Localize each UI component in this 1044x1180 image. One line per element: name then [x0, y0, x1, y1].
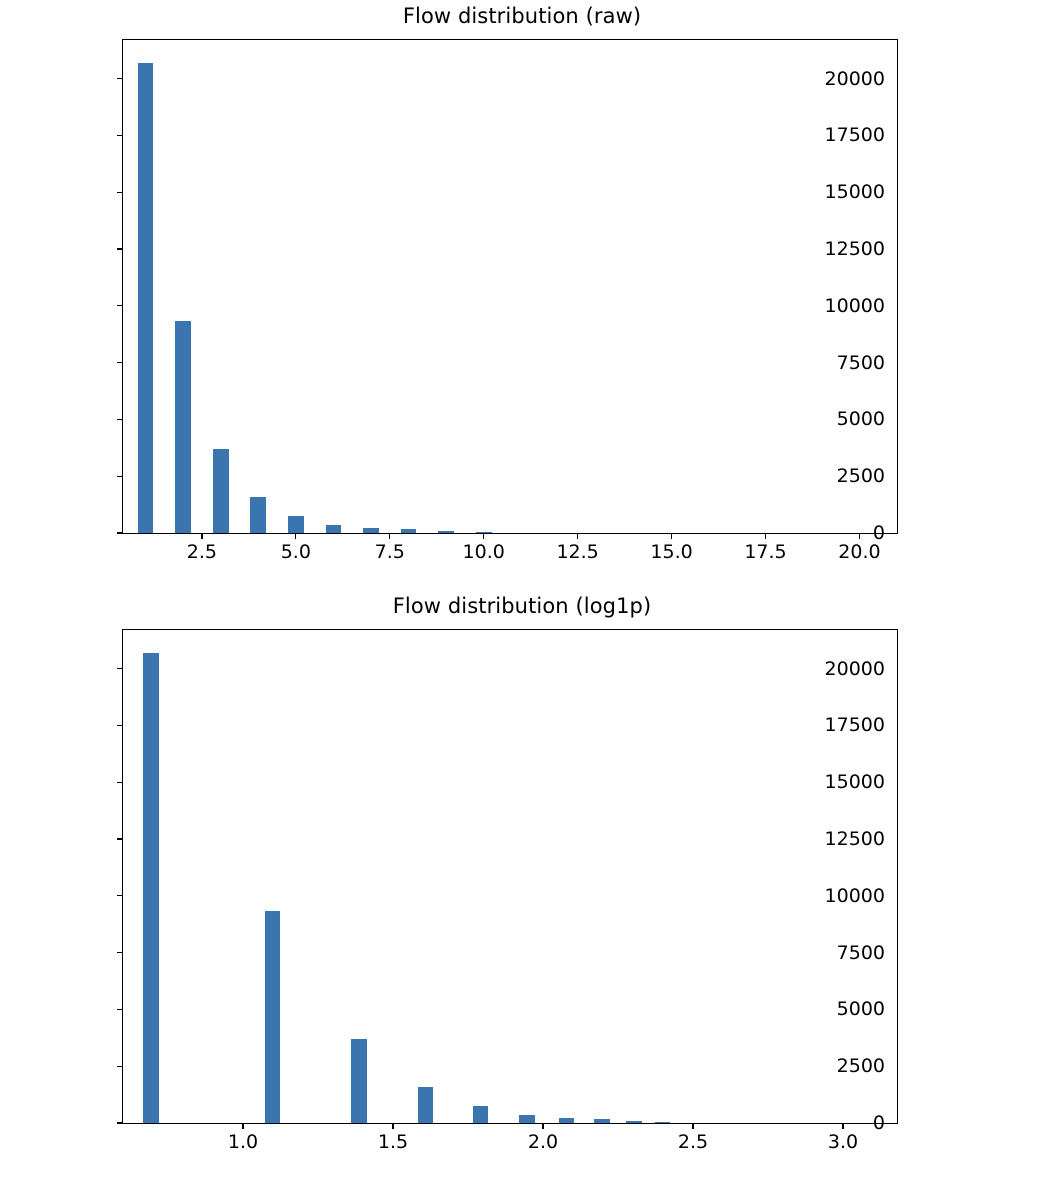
x-tick-mark	[765, 533, 766, 539]
x-tick-label: 2.5	[677, 1131, 709, 1153]
x-tick-mark	[577, 533, 578, 539]
bar	[519, 1115, 535, 1123]
y-tick-label: 2500	[836, 1055, 885, 1078]
bar	[476, 532, 492, 533]
plot-axes-raw	[122, 39, 898, 563]
x-tick-label: 5.0	[280, 541, 311, 563]
bar	[288, 516, 304, 533]
x-tick-label: 3.0	[827, 1131, 859, 1153]
plot-area-log	[123, 630, 897, 1123]
y-tick-label: 17500	[824, 124, 885, 147]
y-tick-label: 7500	[836, 351, 885, 374]
y-tick-label: 10000	[824, 884, 885, 907]
bar	[626, 1121, 642, 1123]
bar	[175, 321, 191, 533]
x-tick-label: 7.5	[374, 541, 405, 563]
x-tick-mark	[542, 1123, 543, 1129]
x-tick-mark	[392, 1123, 393, 1129]
x-tick-mark	[842, 1123, 843, 1129]
y-tick-label: 15000	[824, 181, 885, 204]
bar	[250, 497, 266, 533]
x-tick-label: 2.0	[527, 1131, 559, 1153]
bar	[363, 528, 379, 533]
bar	[594, 1119, 610, 1123]
bar	[326, 525, 342, 533]
bar	[143, 653, 159, 1123]
y-tick-label: 17500	[824, 714, 885, 737]
x-tick-label: 17.5	[744, 541, 787, 563]
bar	[559, 1118, 575, 1123]
y-tick-label: 2500	[836, 465, 885, 488]
x-tick-label: 12.5	[556, 541, 599, 563]
x-tick-label: 1.0	[227, 1131, 259, 1153]
y-tick-label: 12500	[824, 238, 885, 260]
chart-title-raw: Flow distribution (raw)	[402, 4, 642, 28]
bar	[213, 449, 229, 534]
chart-title-log: Flow distribution (log1p)	[392, 594, 652, 618]
bar	[438, 531, 454, 533]
bar	[265, 911, 281, 1123]
y-tick-label: 5000	[836, 998, 885, 1021]
y-tick-label: 0	[872, 522, 885, 544]
x-tick-mark	[295, 533, 296, 539]
plot-axes-log	[122, 629, 898, 1153]
y-tick-label: 12500	[824, 828, 885, 850]
y-tick-label: 5000	[836, 408, 885, 431]
x-tick-label: 2.5	[186, 541, 217, 563]
x-tick-mark	[483, 533, 484, 539]
x-tick-label: 1.5	[377, 1131, 409, 1153]
x-tick-mark	[242, 1123, 243, 1129]
y-tick-label: 20000	[824, 657, 885, 680]
chart-panel-log	[0, 590, 1044, 1180]
x-tick-label: 15.0	[650, 541, 693, 563]
bar	[473, 1106, 489, 1123]
y-tick-label: 15000	[824, 771, 885, 794]
y-tick-label: 20000	[824, 67, 885, 90]
plot-area-raw	[123, 40, 897, 533]
x-tick-mark	[859, 533, 860, 539]
bar	[351, 1039, 367, 1124]
x-tick-label: 10.0	[462, 541, 505, 563]
bar	[418, 1087, 434, 1123]
bar	[138, 63, 154, 533]
y-tick-label: 0	[872, 1112, 885, 1134]
x-tick-mark	[692, 1123, 693, 1129]
bar	[401, 529, 417, 533]
x-tick-mark	[671, 533, 672, 539]
x-tick-mark	[201, 533, 202, 539]
bar	[655, 1122, 671, 1123]
x-tick-mark	[389, 533, 390, 539]
y-tick-label: 10000	[824, 294, 885, 317]
x-tick-label: 20.0	[838, 541, 881, 563]
y-tick-label: 7500	[836, 941, 885, 964]
